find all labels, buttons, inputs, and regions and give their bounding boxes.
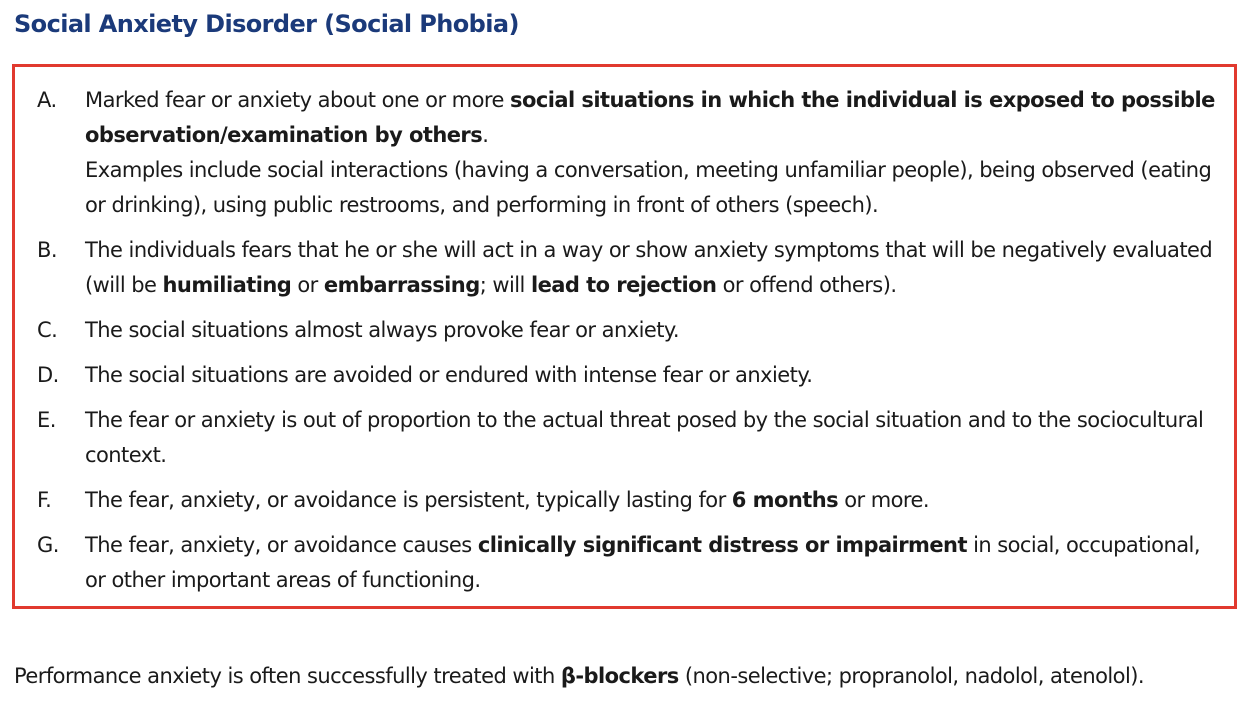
criterion-letter: E. <box>37 408 56 432</box>
footnote-text: (non-selective; propranolol, nadolol, atenolol). <box>678 664 1145 688</box>
criterion-text: The social situations almost always provoke fear or anxiety. <box>85 318 679 342</box>
criterion-text: . <box>482 123 489 147</box>
criterion-letter: A. <box>37 88 57 112</box>
criterion-text: or <box>291 273 324 297</box>
criterion-body <box>85 528 1222 598</box>
criterion-text: Marked fear or anxiety about one or more <box>85 88 511 112</box>
criterion-a <box>37 83 1222 223</box>
criteria-list <box>37 83 1222 608</box>
criterion-f <box>37 483 1222 518</box>
criterion-letter: B. <box>37 238 57 262</box>
criterion-body <box>85 483 1222 518</box>
criterion-b <box>37 233 1222 303</box>
criterion-text: ; will <box>479 273 531 297</box>
criterion-letter: G. <box>37 533 59 557</box>
footnote-bold-text: β-blockers <box>560 664 679 688</box>
criterion-letter: C. <box>37 318 58 342</box>
criterion-bold-text: embarrassing <box>323 273 480 297</box>
criterion-text: or offend others). <box>716 273 897 297</box>
criterion-bold-text: humiliating <box>162 273 292 297</box>
criterion-text: The fear, anxiety, or avoidance is persistent, typically lasting for <box>85 488 732 512</box>
criterion-bold-text: clinically significant distress or impairment <box>477 533 967 557</box>
criterion-text: The individuals fears that he or she will act in a way or show anxiety symptoms that will be negatively evaluated (will be <box>85 238 1213 297</box>
criterion-body <box>85 313 1222 348</box>
criterion-body <box>85 358 1222 393</box>
criterion-body <box>85 403 1222 473</box>
criterion-body <box>85 83 1222 223</box>
criterion-body <box>85 233 1222 303</box>
criterion-text: Examples include social interactions (having a conversation, meeting unfamiliar people), being observed (eating or drinking), using public restrooms, and performing in front of others (speech). <box>85 158 1212 217</box>
criterion-g <box>37 528 1222 598</box>
criterion-text: in social, occupational, or other important areas of functioning. <box>85 533 1200 592</box>
criterion-bold-text: social situations in which the individual is exposed to possible observation/examination by others <box>85 88 1215 147</box>
diagnostic-criteria-box <box>12 64 1237 609</box>
criterion-letter: D. <box>37 363 59 387</box>
criterion-text: The social situations are avoided or endured with intense fear or anxiety. <box>85 363 813 387</box>
page-title: Social Anxiety Disorder (Social Phobia) <box>14 10 519 38</box>
footnote <box>14 658 1144 694</box>
criterion-letter: F. <box>37 488 52 512</box>
criterion-text: The fear, anxiety, or avoidance causes <box>85 533 478 557</box>
criterion-c <box>37 313 1222 348</box>
criterion-d <box>37 358 1222 393</box>
criterion-text: The fear or anxiety is out of proportion to the actual threat posed by the social situation and to the sociocultural context. <box>85 408 1204 467</box>
criterion-e <box>37 403 1222 473</box>
criterion-bold-text: 6 months <box>731 488 839 512</box>
footnote-text: Performance anxiety is often successfully treated with <box>14 664 561 688</box>
criterion-text: or more. <box>838 488 930 512</box>
criterion-bold-text: lead to rejection <box>530 273 717 297</box>
